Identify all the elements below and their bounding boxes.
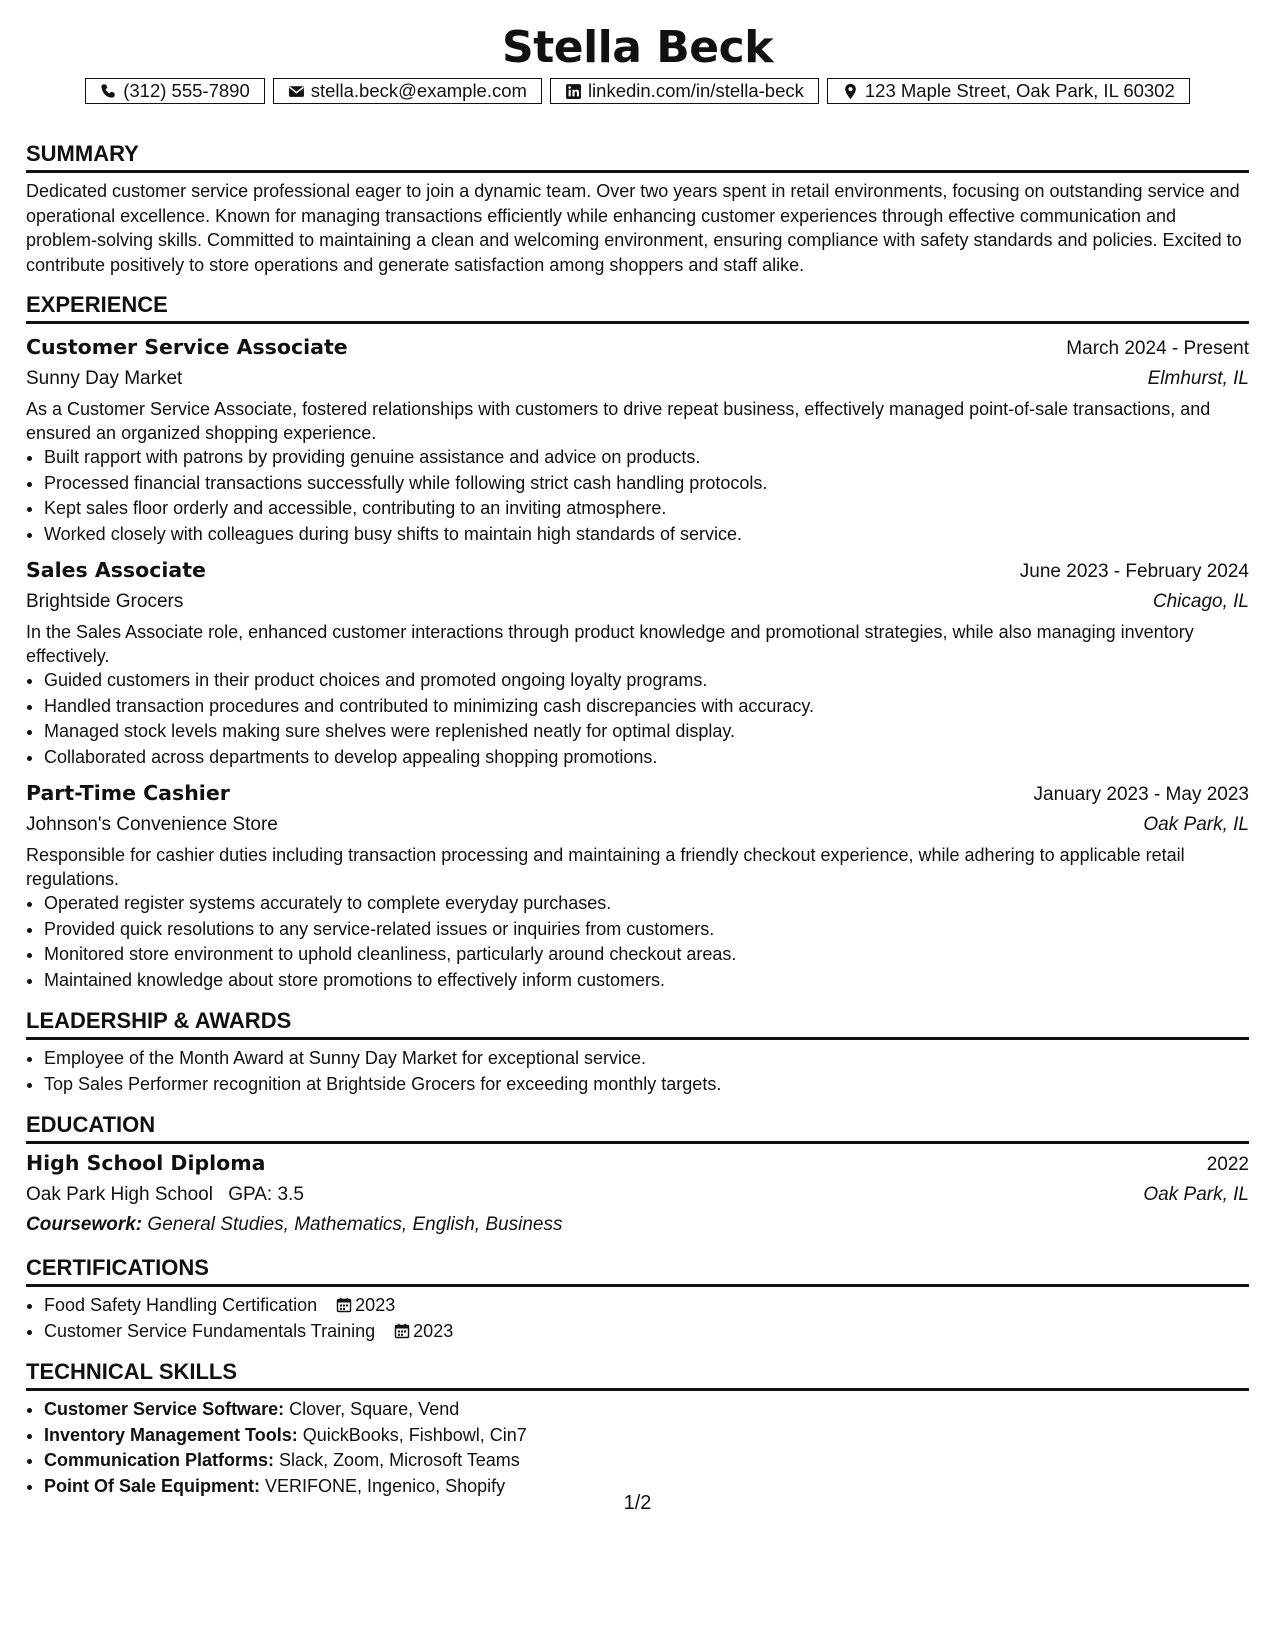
job-entry bbox=[26, 555, 1249, 770]
contact-phone[interactable] bbox=[85, 78, 265, 104]
map-pin-icon bbox=[842, 83, 859, 100]
calendar-icon bbox=[394, 1323, 410, 1339]
skill-value: Clover, Square, Vend bbox=[289, 1399, 460, 1419]
skill-value: QuickBooks, Fishbowl, Cin7 bbox=[302, 1424, 527, 1445]
skills-heading: TECHNICAL SKILLS bbox=[26, 1358, 1249, 1391]
leadership-section bbox=[26, 1007, 1249, 1097]
job-entry bbox=[26, 778, 1249, 993]
cert-year: 2023 bbox=[355, 1295, 396, 1315]
awards-list bbox=[26, 1046, 1249, 1097]
phone-text: (312) 555-7890 bbox=[123, 80, 250, 101]
linkedin-icon bbox=[565, 83, 582, 100]
list-item: • Guided customers in their product choices and promoted ongoing loyalty programs. bbox=[44, 668, 1249, 694]
email-text: stella.beck@example.com bbox=[310, 80, 527, 101]
job-location: Oak Park, IL bbox=[1143, 814, 1249, 835]
coursework bbox=[26, 1210, 1249, 1240]
job-title: Sales Associate bbox=[26, 558, 206, 582]
job-bullets bbox=[26, 891, 1249, 993]
candidate-name: Stella Beck bbox=[502, 22, 773, 73]
certifications-section bbox=[26, 1254, 1249, 1344]
experience-heading: EXPERIENCE bbox=[26, 291, 1249, 324]
address-text: 123 Maple Street, Oak Park, IL 60302 bbox=[864, 80, 1175, 101]
list-item: • Worked closely with colleagues during busy shifts to maintain high standards of service. bbox=[44, 522, 1249, 548]
skill-value: VERIFONE, Ingenico, Shopify bbox=[265, 1475, 506, 1496]
list-item: • Built rapport with patrons by providing genuine assistance and advice on products. bbox=[44, 445, 1249, 471]
list-item: • Provided quick resolutions to any service-related issues or inquiries from customers. bbox=[44, 917, 1249, 943]
contact-linkedin[interactable] bbox=[550, 78, 819, 104]
contact-bar bbox=[26, 78, 1249, 104]
job-company: Brightside Grocers bbox=[26, 591, 184, 612]
summary-heading: SUMMARY bbox=[26, 140, 1249, 173]
job-description: As a Customer Service Associate, fostered relationships with customers to drive repeat business, effectively managed point-of-sale transactions, and ensured an organized shopping experience. bbox=[26, 399, 1211, 443]
job-dates: March 2024 - Present bbox=[1066, 338, 1249, 359]
page-number: 1/2 bbox=[623, 1492, 652, 1514]
skill-label: Point Of Sale Equipment: bbox=[44, 1475, 261, 1496]
job-dates: June 2023 - February 2024 bbox=[1019, 561, 1249, 582]
leadership-heading: LEADERSHIP & AWARDS bbox=[26, 1007, 1249, 1040]
list-item: • Handled transaction procedures and contributed to minimizing cash discrepancies with accuracy. bbox=[44, 694, 1249, 720]
job-location: Elmhurst, IL bbox=[1147, 368, 1249, 389]
coursework-list: General Studies, Mathematics, English, Business bbox=[147, 1214, 563, 1235]
list-item: • Operated register systems accurately to complete everyday purchases. bbox=[44, 891, 1249, 917]
cert-name: Food Safety Handling Certification bbox=[44, 1295, 318, 1315]
envelope-icon bbox=[288, 83, 305, 100]
certifications-list bbox=[26, 1293, 1249, 1344]
calendar-icon bbox=[336, 1297, 352, 1313]
job-description: Responsible for cashier duties including transaction processing and maintaining a friendly checkout experience, while adhering to applicable retail regulations. bbox=[26, 845, 1185, 889]
education-heading: EDUCATION bbox=[26, 1111, 1249, 1144]
degree-title: High School Diploma bbox=[26, 1151, 266, 1175]
contact-address bbox=[827, 78, 1190, 104]
cert-year: 2023 bbox=[413, 1320, 454, 1341]
experience-section bbox=[26, 291, 1249, 993]
list-item bbox=[44, 1293, 1249, 1319]
coursework-label: Coursework: bbox=[26, 1214, 143, 1235]
list-item bbox=[44, 1397, 1249, 1423]
job-description: In the Sales Associate role, enhanced customer interactions through product knowledge and promotional strategies, while also managing inventory effectively. bbox=[26, 622, 1194, 666]
job-bullets bbox=[26, 668, 1249, 770]
school-name: Oak Park High School bbox=[26, 1184, 213, 1205]
skill-value: Slack, Zoom, Microsoft Teams bbox=[279, 1450, 520, 1470]
gpa: GPA: 3.5 bbox=[228, 1184, 304, 1205]
education-section bbox=[26, 1111, 1249, 1240]
school-location: Oak Park, IL bbox=[1143, 1184, 1249, 1205]
list-item: • Collaborated across departments to develop appealing shopping promotions. bbox=[44, 745, 1249, 771]
job-location: Chicago, IL bbox=[1152, 591, 1249, 612]
job-title: Part-Time Cashier bbox=[26, 781, 230, 805]
list-item: • Kept sales floor orderly and accessible, contributing to an inviting atmosphere. bbox=[44, 496, 1249, 522]
skill-label: Inventory Management Tools: bbox=[44, 1424, 298, 1445]
job-title: Customer Service Associate bbox=[26, 335, 348, 359]
list-item: • Maintained knowledge about store promotions to effectively inform customers. bbox=[44, 968, 1249, 994]
list-item: • Top Sales Performer recognition at Brightside Grocers for exceeding monthly targets. bbox=[44, 1072, 1249, 1098]
skills-section bbox=[26, 1358, 1249, 1499]
job-bullets bbox=[26, 445, 1249, 547]
graduation-year: 2022 bbox=[1206, 1154, 1249, 1175]
list-item bbox=[44, 1448, 1249, 1474]
contact-email[interactable] bbox=[273, 78, 542, 104]
skill-label: Communication Platforms: bbox=[44, 1450, 275, 1470]
summary-text: Dedicated customer service professional eager to join a dynamic team. Over two years spent in retail environments, focusing on outstanding service and operational excellence. Known for managing transactions efficiently while enhancing customer experiences through effective communication and problem-solving skills. Committed to maintaining a clean and welcoming environment, ensuring compliance with safety standards and policies. Excited to contribute positively to store operations and generate satisfaction among shoppers and staff alike. bbox=[26, 181, 1242, 275]
skill-label: Customer Service Software: bbox=[44, 1399, 285, 1419]
list-item: • Processed financial transactions successfully while following strict cash handling protocols. bbox=[44, 471, 1249, 497]
list-item bbox=[44, 1319, 1249, 1345]
phone-icon bbox=[100, 83, 117, 100]
job-entry bbox=[26, 332, 1249, 547]
linkedin-text: linkedin.com/in/stella-beck bbox=[587, 80, 804, 101]
cert-name: Customer Service Fundamentals Training bbox=[44, 1320, 376, 1341]
job-company: Sunny Day Market bbox=[26, 368, 183, 389]
certifications-heading: CERTIFICATIONS bbox=[26, 1254, 1249, 1287]
job-company: Johnson's Convenience Store bbox=[26, 814, 278, 835]
list-item: • Managed stock levels making sure shelves were replenished neatly for optimal display. bbox=[44, 719, 1249, 745]
skills-list bbox=[26, 1397, 1249, 1499]
list-item: • Monitored store environment to uphold cleanliness, particularly around checkout areas. bbox=[44, 942, 1249, 968]
list-item bbox=[44, 1423, 1249, 1449]
list-item: • Employee of the Month Award at Sunny Day Market for exceptional service. bbox=[44, 1046, 1249, 1072]
job-dates: January 2023 - May 2023 bbox=[1033, 784, 1249, 805]
